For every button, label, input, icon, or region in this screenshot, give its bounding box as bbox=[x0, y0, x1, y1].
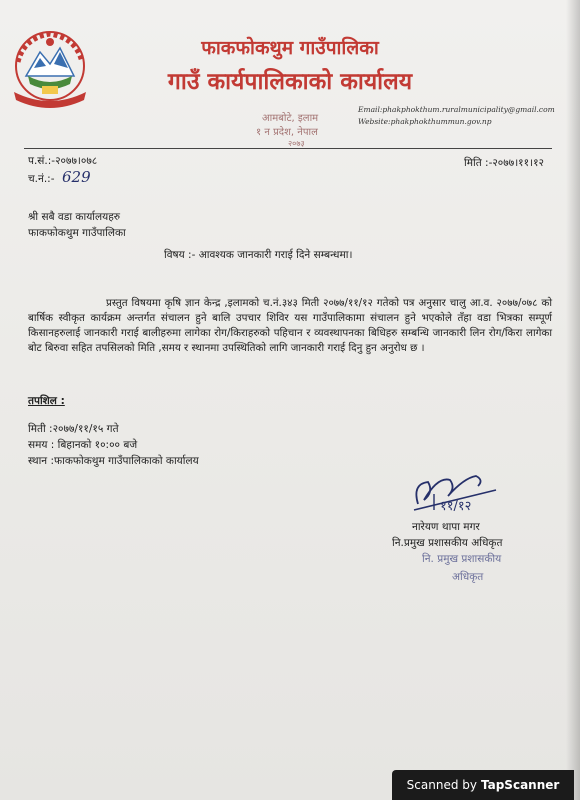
watermark-prefix: Scanned by bbox=[406, 778, 477, 792]
details-heading: तपशिल : bbox=[28, 395, 65, 407]
subject-line: विषय :- आवश्यक जानकारी गराई दिने सम्बन्धमा। bbox=[164, 249, 353, 261]
reference-number: प.सं.:-२०७७।०७८ bbox=[28, 155, 98, 167]
signature-date: ११/१२ bbox=[440, 499, 472, 514]
scanner-watermark bbox=[392, 770, 574, 800]
handwritten-signature bbox=[404, 470, 504, 520]
office-name: गाउँ कार्यपालिकाको कार्यालय bbox=[167, 69, 413, 95]
official-stamp-line: अधिकृत bbox=[452, 571, 484, 583]
header-divider bbox=[24, 148, 552, 149]
signatory-title: नि.प्रमुख प्रशासकीय अधिकृत bbox=[392, 537, 503, 549]
page-edge-shadow bbox=[566, 0, 580, 800]
email-text: Email:phakphokthum.ruralmunicipality@gmail.com bbox=[358, 105, 555, 114]
detail-date: मिती :२०७७/११/१५ गते bbox=[28, 423, 119, 435]
official-stamp-line: नि. प्रमुख प्रशासकीय bbox=[422, 553, 502, 565]
contact-info bbox=[358, 104, 558, 128]
address-line: २०७३ bbox=[288, 139, 305, 148]
dispatch-number: 629 bbox=[62, 168, 91, 186]
letter-body-text: प्रस्तुत विषयमा कृषि ज्ञान केन्द्र ,इलामको च.नं.३४३ मिती २०७७/११/१२ गतेको पत्र अनुसार चालु आ.व. २०७७/०७८ को बार्षिक स्वीकृत कार्यक्रम अन्तर्गत संचालन हुने बालि उपचार शिविर यस गाउँपालिकामा संचालन हुने भएकोले तँहा वडा भित्रका सम्पूर्ण किसानहरुलाई जानकारी गराई बालीहरुमा लागेका रोग/किराहरुको पहिचान र व्यवस्थापनका बिधिहरु सम्बन्धि जानकारी लिन रोग/किरा लागेका बोट बिरुवा सहित तपसिलको मिति ,समय र स्थानमा उपस्थितिको लागि जानकारी गराई दिनु हुन अनुरोध छ । bbox=[28, 297, 552, 354]
address-line: १ न प्रदेश, नेपाल bbox=[256, 127, 318, 138]
recipient-line: फाकफोकथुम गाउँपालिका bbox=[28, 227, 126, 239]
watermark-brand: TapScanner bbox=[480, 778, 560, 792]
website-text: Website:phakphokthummun.gov.np bbox=[358, 117, 492, 126]
recipient-line: श्री सबै वडा कार्यालयहरु bbox=[28, 211, 121, 223]
government-emblem bbox=[4, 22, 96, 114]
signatory-name: नारेयण थापा मगर bbox=[412, 521, 480, 533]
dispatch-label: च.नं.:- bbox=[28, 173, 55, 185]
detail-place: स्थान :फाकफोकथुम गाउँपालिकाको कार्यालय bbox=[28, 455, 199, 467]
detail-time: समय : बिहानको १०:०० बजे bbox=[28, 439, 138, 451]
letter-body bbox=[28, 296, 552, 356]
address-line: आमबोटे, इलाम bbox=[262, 113, 319, 124]
municipality-name: फाकफोकथुम गाउँपालिका bbox=[201, 37, 379, 59]
letter-date: मिति :-२०७७।११।१२ bbox=[463, 157, 544, 169]
